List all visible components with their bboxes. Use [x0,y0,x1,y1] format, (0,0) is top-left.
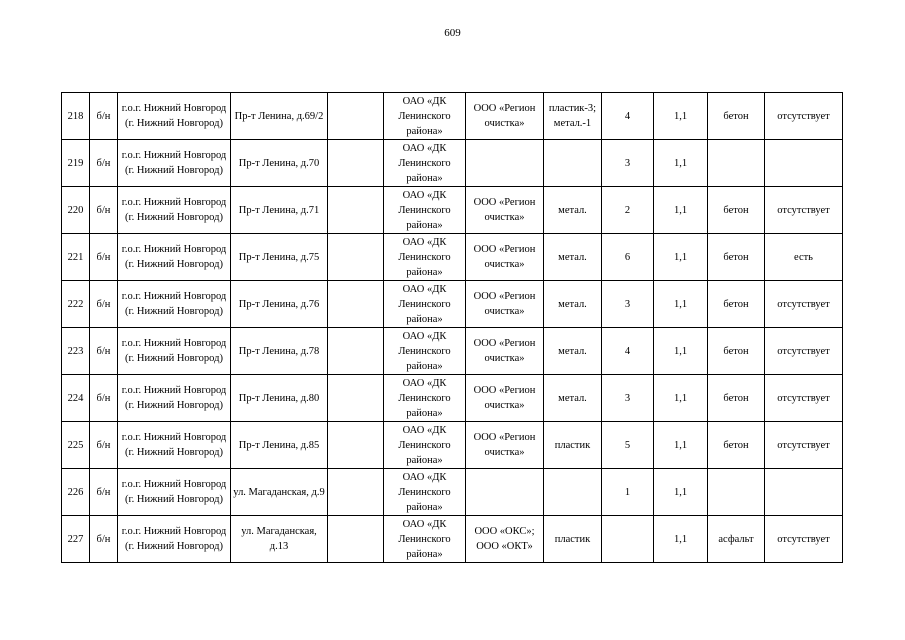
cell-operator [466,469,544,516]
cell-fence: отсутствует [765,516,843,563]
cell-material: метал. [544,234,602,281]
cell-num: 218 [62,93,90,140]
table-row [62,234,843,281]
cell-house: б/н [90,234,118,281]
cell-owner: ОАО «ДК Ленинского района» [384,328,466,375]
cell-count: 4 [602,93,654,140]
cell-count: 3 [602,140,654,187]
cell-num: 220 [62,187,90,234]
cell-house: б/н [90,187,118,234]
cell-num: 226 [62,469,90,516]
cell-surface: бетон [708,93,765,140]
cell-material: метал. [544,281,602,328]
cell-fence [765,469,843,516]
cell-operator: ООО «Регион очистка» [466,328,544,375]
cell-house: б/н [90,375,118,422]
cell-settlement: г.о.г. Нижний Новгород (г. Нижний Новгород) [118,93,231,140]
cell-count: 1 [602,469,654,516]
cell-owner: ОАО «ДК Ленинского района» [384,187,466,234]
cell-volume: 1,1 [654,140,708,187]
cell-material: метал. [544,328,602,375]
cell-extra [328,234,384,281]
cell-count: 2 [602,187,654,234]
cell-settlement: г.о.г. Нижний Новгород (г. Нижний Новгород) [118,516,231,563]
cell-num: 219 [62,140,90,187]
cell-count: 3 [602,281,654,328]
cell-address: Пр-т Ленина, д.76 [231,281,328,328]
cell-house: б/н [90,93,118,140]
cell-address: Пр-т Ленина, д.80 [231,375,328,422]
cell-house: б/н [90,140,118,187]
cell-address: Пр-т Ленина, д.75 [231,234,328,281]
table-row [62,187,843,234]
cell-num: 223 [62,328,90,375]
cell-num: 222 [62,281,90,328]
cell-extra [328,375,384,422]
cell-volume: 1,1 [654,234,708,281]
table-row [62,93,843,140]
table-row [62,281,843,328]
cell-operator: ООО «Регион очистка» [466,375,544,422]
cell-extra [328,187,384,234]
cell-surface: бетон [708,422,765,469]
cell-settlement: г.о.г. Нижний Новгород (г. Нижний Новгород) [118,187,231,234]
cell-num: 221 [62,234,90,281]
cell-fence [765,140,843,187]
cell-settlement: г.о.г. Нижний Новгород (г. Нижний Новгород) [118,422,231,469]
cell-extra [328,281,384,328]
cell-volume: 1,1 [654,469,708,516]
cell-operator: ООО «Регион очистка» [466,281,544,328]
cell-settlement: г.о.г. Нижний Новгород (г. Нижний Новгород) [118,375,231,422]
cell-operator [466,140,544,187]
cell-settlement: г.о.г. Нижний Новгород (г. Нижний Новгород) [118,281,231,328]
cell-house: б/н [90,281,118,328]
cell-settlement: г.о.г. Нижний Новгород (г. Нижний Новгород) [118,234,231,281]
cell-settlement: г.о.г. Нижний Новгород (г. Нижний Новгород) [118,328,231,375]
cell-surface: бетон [708,328,765,375]
cell-count [602,516,654,563]
cell-house: б/н [90,516,118,563]
cell-address: Пр-т Ленина, д.70 [231,140,328,187]
cell-count: 6 [602,234,654,281]
cell-num: 225 [62,422,90,469]
cell-fence: отсутствует [765,187,843,234]
cell-fence: отсутствует [765,375,843,422]
cell-surface: бетон [708,234,765,281]
cell-extra [328,516,384,563]
cell-surface: бетон [708,281,765,328]
cell-surface: бетон [708,187,765,234]
cell-num: 227 [62,516,90,563]
cell-fence: отсутствует [765,422,843,469]
cell-extra [328,422,384,469]
cell-volume: 1,1 [654,328,708,375]
table-row [62,516,843,563]
cell-address: ул. Магаданская, д.13 [231,516,328,563]
cell-owner: ОАО «ДК Ленинского района» [384,234,466,281]
cell-volume: 1,1 [654,422,708,469]
table-row [62,422,843,469]
cell-house: б/н [90,469,118,516]
cell-count: 5 [602,422,654,469]
cell-material: пластик-3; метал.-1 [544,93,602,140]
cell-surface: асфальт [708,516,765,563]
cell-owner: ОАО «ДК Ленинского района» [384,516,466,563]
cell-num: 224 [62,375,90,422]
cell-operator: ООО «Регион очистка» [466,422,544,469]
cell-volume: 1,1 [654,375,708,422]
cell-extra [328,140,384,187]
cell-operator: ООО «Регион очистка» [466,234,544,281]
cell-address: Пр-т Ленина, д.78 [231,328,328,375]
cell-operator: ООО «Регион очистка» [466,187,544,234]
cell-fence: отсутствует [765,328,843,375]
cell-fence: отсутствует [765,281,843,328]
cell-material [544,140,602,187]
cell-material: пластик [544,516,602,563]
cell-owner: ОАО «ДК Ленинского района» [384,93,466,140]
cell-surface: бетон [708,375,765,422]
cell-address: Пр-т Ленина, д.71 [231,187,328,234]
table-row [62,375,843,422]
table-row [62,328,843,375]
cell-count: 4 [602,328,654,375]
cell-material [544,469,602,516]
cell-material: метал. [544,375,602,422]
cell-volume: 1,1 [654,93,708,140]
cell-material: пластик [544,422,602,469]
cell-owner: ОАО «ДК Ленинского района» [384,140,466,187]
cell-extra [328,328,384,375]
cell-extra [328,93,384,140]
cell-house: б/н [90,328,118,375]
cell-surface [708,140,765,187]
cell-operator: ООО «ОКС»; ООО «ОКТ» [466,516,544,563]
cell-owner: ОАО «ДК Ленинского района» [384,375,466,422]
cell-fence: отсутствует [765,93,843,140]
cell-extra [328,469,384,516]
page-number: 609 [444,27,461,39]
cell-owner: ОАО «ДК Ленинского района» [384,281,466,328]
cell-owner: ОАО «ДК Ленинского района» [384,422,466,469]
cell-address: Пр-т Ленина, д.69/2 [231,93,328,140]
cell-house: б/н [90,422,118,469]
table-row [62,469,843,516]
cell-address: ул. Магаданская, д.9 [231,469,328,516]
cell-volume: 1,1 [654,516,708,563]
cell-owner: ОАО «ДК Ленинского района» [384,469,466,516]
cell-settlement: г.о.г. Нижний Новгород (г. Нижний Новгород) [118,140,231,187]
cell-address: Пр-т Ленина, д.85 [231,422,328,469]
cell-surface [708,469,765,516]
cell-settlement: г.о.г. Нижний Новгород (г. Нижний Новгород) [118,469,231,516]
cell-operator: ООО «Регион очистка» [466,93,544,140]
cell-volume: 1,1 [654,187,708,234]
registry-table [61,92,843,563]
cell-volume: 1,1 [654,281,708,328]
table-row [62,140,843,187]
cell-material: метал. [544,187,602,234]
cell-fence: есть [765,234,843,281]
cell-count: 3 [602,375,654,422]
